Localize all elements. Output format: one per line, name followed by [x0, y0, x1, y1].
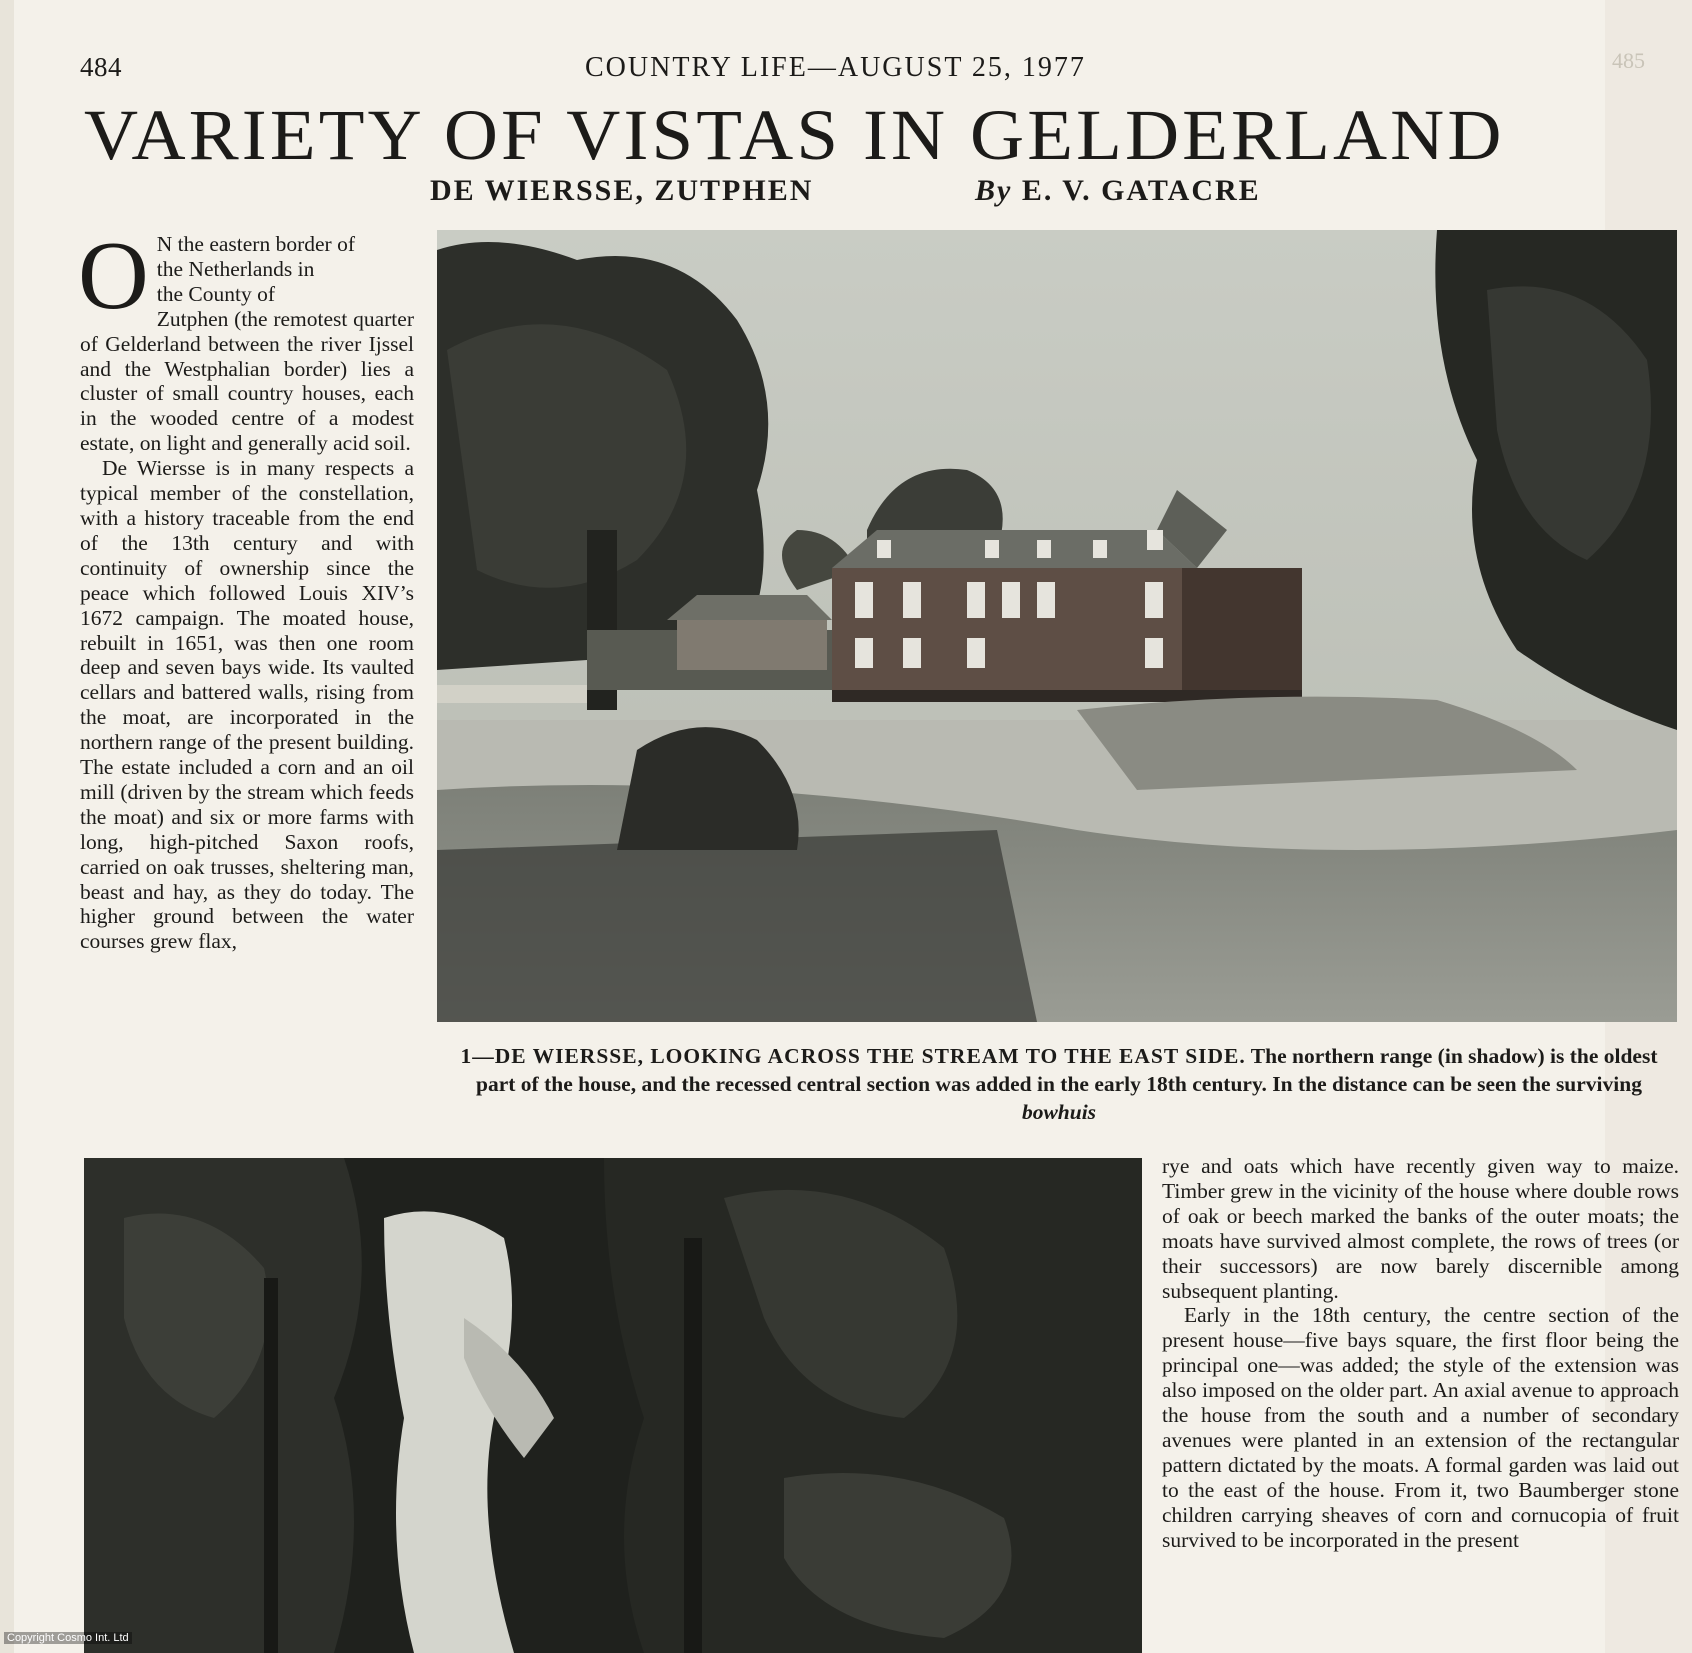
paragraph-3: Early in the 18th century, the centre section of the present house—five bays square, the first floor being the principal one—was added; the style of the extension was also imposed on the older part. An axial avenue to approach the house from the south and a number of secondary avenues were planted in an extension of the rectangular pattern dictated by the moats. A formal garden was laid out to the east of the house. From it, two Baumberger stone children carrying sheaves of corn and cornucopia of fruit survived to be incorporated in the present — [1162, 1303, 1679, 1552]
caption-body: The northern range (in shadow) is the oldest part of the house, and the recessed central section was added in the early 18th century. In the distance can be seen the surviving — [476, 1044, 1658, 1096]
article-title: VARIETY OF VISTAS IN GELDERLAND — [84, 95, 1505, 175]
caption-heading: 1—DE WIERSSE, LOOKING ACROSS THE STREAM TO THE EAST SIDE. — [460, 1044, 1246, 1068]
photo-wooded-vista — [84, 1158, 1142, 1653]
paragraph-2: De Wiersse is in many respects a typical member of the constellation, with a history traceable from the end of the 13th century and with continuity of ownership since the peace which followed Louis XIV’s 1672 campaign. The moated house, rebuilt in 1651, was then one room deep and seven bays wide. Its vaulted cellars and battered walls, rising from the moat, are incorporated in the northern range of the present building. The estate included a corn and an oil mill (driven by the stream which feeds the moat) and six or more farms with long, high-pitched Saxon roofs, carried on oak trusses, sheltering man, beast and hay, as they do today. The higher ground between the water courses grew flax, — [80, 456, 414, 954]
article-subtitle: DE WIERSSE, ZUTPHEN — [430, 174, 814, 207]
dropcap-line: the County of — [156, 281, 276, 306]
figure-1-caption — [440, 1042, 1678, 1126]
byline — [975, 174, 1261, 208]
drop-cap: O — [78, 222, 149, 330]
column-left — [78, 222, 414, 954]
byline-prefix: By — [975, 174, 1013, 207]
dropcap-line: the Netherlands in — [156, 256, 315, 281]
vista-photo-illustration — [84, 1158, 1142, 1653]
adjacent-page-number: 485 — [1612, 48, 1645, 73]
house-photo-illustration — [437, 230, 1677, 1022]
running-head: COUNTRY LIFE—AUGUST 25, 1977 — [585, 52, 1086, 83]
column-right — [1162, 1154, 1679, 1553]
author-name: E. V. GATACRE — [1021, 174, 1261, 207]
paragraph-1: Zutphen (the remotest quarter of Gelderland between the river Ijssel and the Westphalian border) lies a cluster of small country houses, each in the wooded centre of a modest estate, on light and generally acid soil. — [80, 306, 414, 456]
dropcap-line: N the eastern border of — [156, 232, 355, 256]
caption-italic-term: bowhuis — [1021, 1100, 1097, 1124]
photo-de-wiersse-east-side — [437, 230, 1677, 1022]
page-number: 484 — [80, 52, 122, 82]
copyright-notice: Copyright Cosmo Int. Ltd — [4, 1632, 132, 1644]
page-edge — [0, 0, 14, 1653]
paragraph-2-continued: rye and oats which have recently given way to maize. Timber grew in the vicinity of the house where double rows of oak or beech marked the banks of the outer moats; the moats have survived almost complete, the rows of trees (or their successors) are now barely discernible among subsequent planting. — [1162, 1154, 1679, 1303]
